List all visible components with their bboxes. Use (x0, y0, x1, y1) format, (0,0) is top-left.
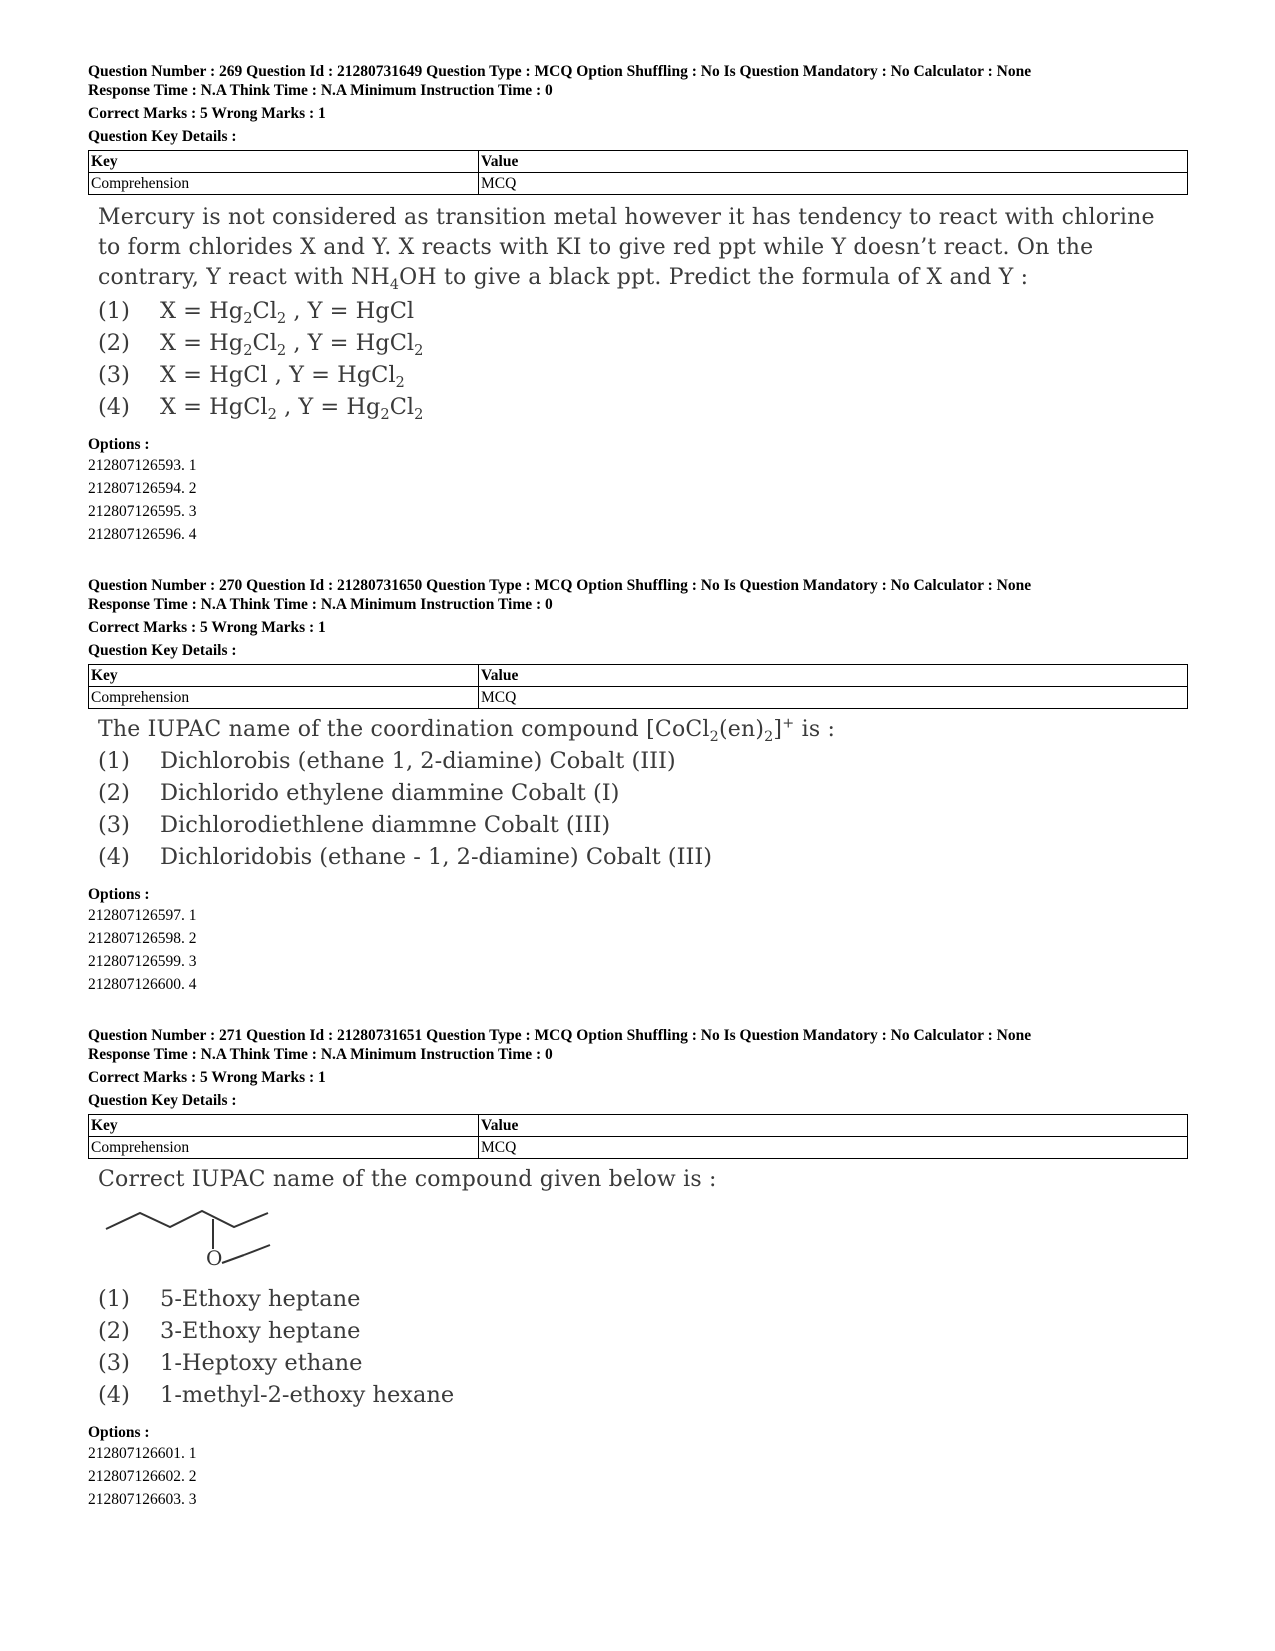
option-line: 212807126603. 3 (88, 1491, 197, 1508)
ethyl-bond (222, 1255, 244, 1263)
options-label: Options : (88, 436, 150, 453)
question-image (98, 1165, 1188, 1411)
marks-line: Correct Marks : 5 Wrong Marks : 1 (88, 619, 326, 636)
option-line: 212807126601. 1 (88, 1445, 197, 1462)
option-line: 212807126600. 4 (88, 976, 197, 993)
value-cell: MCQ (479, 1137, 1188, 1159)
value-cell: MCQ (479, 173, 1188, 195)
key-details-label: Question Key Details : (88, 128, 237, 145)
option-line: 212807126602. 2 (88, 1468, 197, 1485)
key-details-label: Question Key Details : (88, 1092, 237, 1109)
choice-1: (1) 5-Ethoxy heptane (98, 1286, 361, 1312)
skeletal-structure (100, 1199, 290, 1279)
question-text: Mercury is not considered as transition metal however it has tendency to react with chlorine to form chlorides X and Y. X reacts with KI to give red ppt while Y doesn’t react. On the contrary, Y react with $NH_4OH$ to give a black ppt. Predict the formula of X and Y : (98, 205, 1155, 293)
ethyl-bond-end (244, 1245, 270, 1255)
option-line: 212807126593. 1 (88, 457, 197, 474)
options-label: Options : (88, 886, 150, 903)
choice-3: (3) X = HgCl , Y = HgCl$_2$ (98, 362, 405, 392)
question-header-line1: Question Number : 269 Question Id : 21280731649 Question Type : MCQ Option Shuffling : No Is Question Mandatory : No Calculator : None (88, 63, 1032, 80)
option-line: 212807126597. 1 (88, 907, 197, 924)
choice-1: (1) Dichlorobis (ethane 1, 2-diamine) Cobalt (III) (98, 748, 676, 774)
marks-line: Correct Marks : 5 Wrong Marks : 1 (88, 1069, 326, 1086)
question-header-line2: Response Time : N.A Think Time : N.A Minimum Instruction Time : 0 (88, 596, 553, 613)
question-header-line2: Response Time : N.A Think Time : N.A Minimum Instruction Time : 0 (88, 1046, 553, 1063)
question-271 (88, 1026, 1188, 1511)
key-cell: Comprehension (89, 173, 479, 195)
choice-1: (1) $X = Hg_2Cl_2$ , Y = HgCl (98, 298, 415, 328)
option-line: 212807126598. 2 (88, 930, 197, 947)
value-header: Value (479, 1115, 1188, 1137)
carbon-chain (106, 1211, 268, 1229)
key-details-table (88, 150, 1188, 195)
question-270 (88, 576, 1188, 996)
choice-4: (4) X = HgCl$_2$ , $Y = Hg_2Cl_2$ (98, 394, 424, 424)
key-details-table (88, 664, 1188, 709)
key-details-table (88, 1114, 1188, 1159)
question-header-line1: Question Number : 271 Question Id : 21280731651 Question Type : MCQ Option Shuffling : No Is Question Mandatory : No Calculator : None (88, 1027, 1032, 1044)
question-image (98, 203, 1188, 423)
choice-2: (2) Dichlorido ethylene diammine Cobalt (I) (98, 780, 620, 806)
choice-4: (4) 1-methyl-2-ethoxy hexane (98, 1382, 455, 1408)
option-line: 212807126599. 3 (88, 953, 197, 970)
choice-4: (4) Dichloridobis (ethane - 1, 2-diamine) Cobalt (III) (98, 844, 713, 870)
key-details-label: Question Key Details : (88, 642, 237, 659)
option-line: 212807126595. 3 (88, 503, 197, 520)
exam-page (88, 62, 1188, 1511)
choice-2: (2) $X = Hg_2Cl_2$ , Y = HgCl$_2$ (98, 330, 424, 360)
marks-line: Correct Marks : 5 Wrong Marks : 1 (88, 105, 326, 122)
key-cell: Comprehension (89, 687, 479, 709)
key-header: Key (89, 151, 479, 173)
key-cell: Comprehension (89, 1137, 479, 1159)
value-header: Value (479, 665, 1188, 687)
question-text: The IUPAC name of the coordination compound $[CoCl_2(en)_2]^+$ is : (98, 715, 836, 745)
question-header-line2: Response Time : N.A Think Time : N.A Minimum Instruction Time : 0 (88, 82, 553, 99)
value-cell: MCQ (479, 687, 1188, 709)
key-header: Key (89, 665, 479, 687)
key-header: Key (89, 1115, 479, 1137)
choice-3: (3) Dichlorodiethlene diammne Cobalt (III) (98, 812, 611, 838)
question-text: Correct IUPAC name of the compound given below is : (98, 1167, 717, 1192)
option-line: 212807126596. 4 (88, 526, 197, 543)
oxygen-atom: O (206, 1246, 223, 1270)
choice-3: (3) 1-Heptoxy ethane (98, 1350, 363, 1376)
value-header: Value (479, 151, 1188, 173)
option-line: 212807126594. 2 (88, 480, 197, 497)
question-image (98, 715, 1188, 873)
choice-2: (2) 3-Ethoxy heptane (98, 1318, 361, 1344)
question-269 (88, 62, 1188, 546)
question-header-line1: Question Number : 270 Question Id : 21280731650 Question Type : MCQ Option Shuffling : No Is Question Mandatory : No Calculator : None (88, 577, 1032, 594)
options-label: Options : (88, 1424, 150, 1441)
